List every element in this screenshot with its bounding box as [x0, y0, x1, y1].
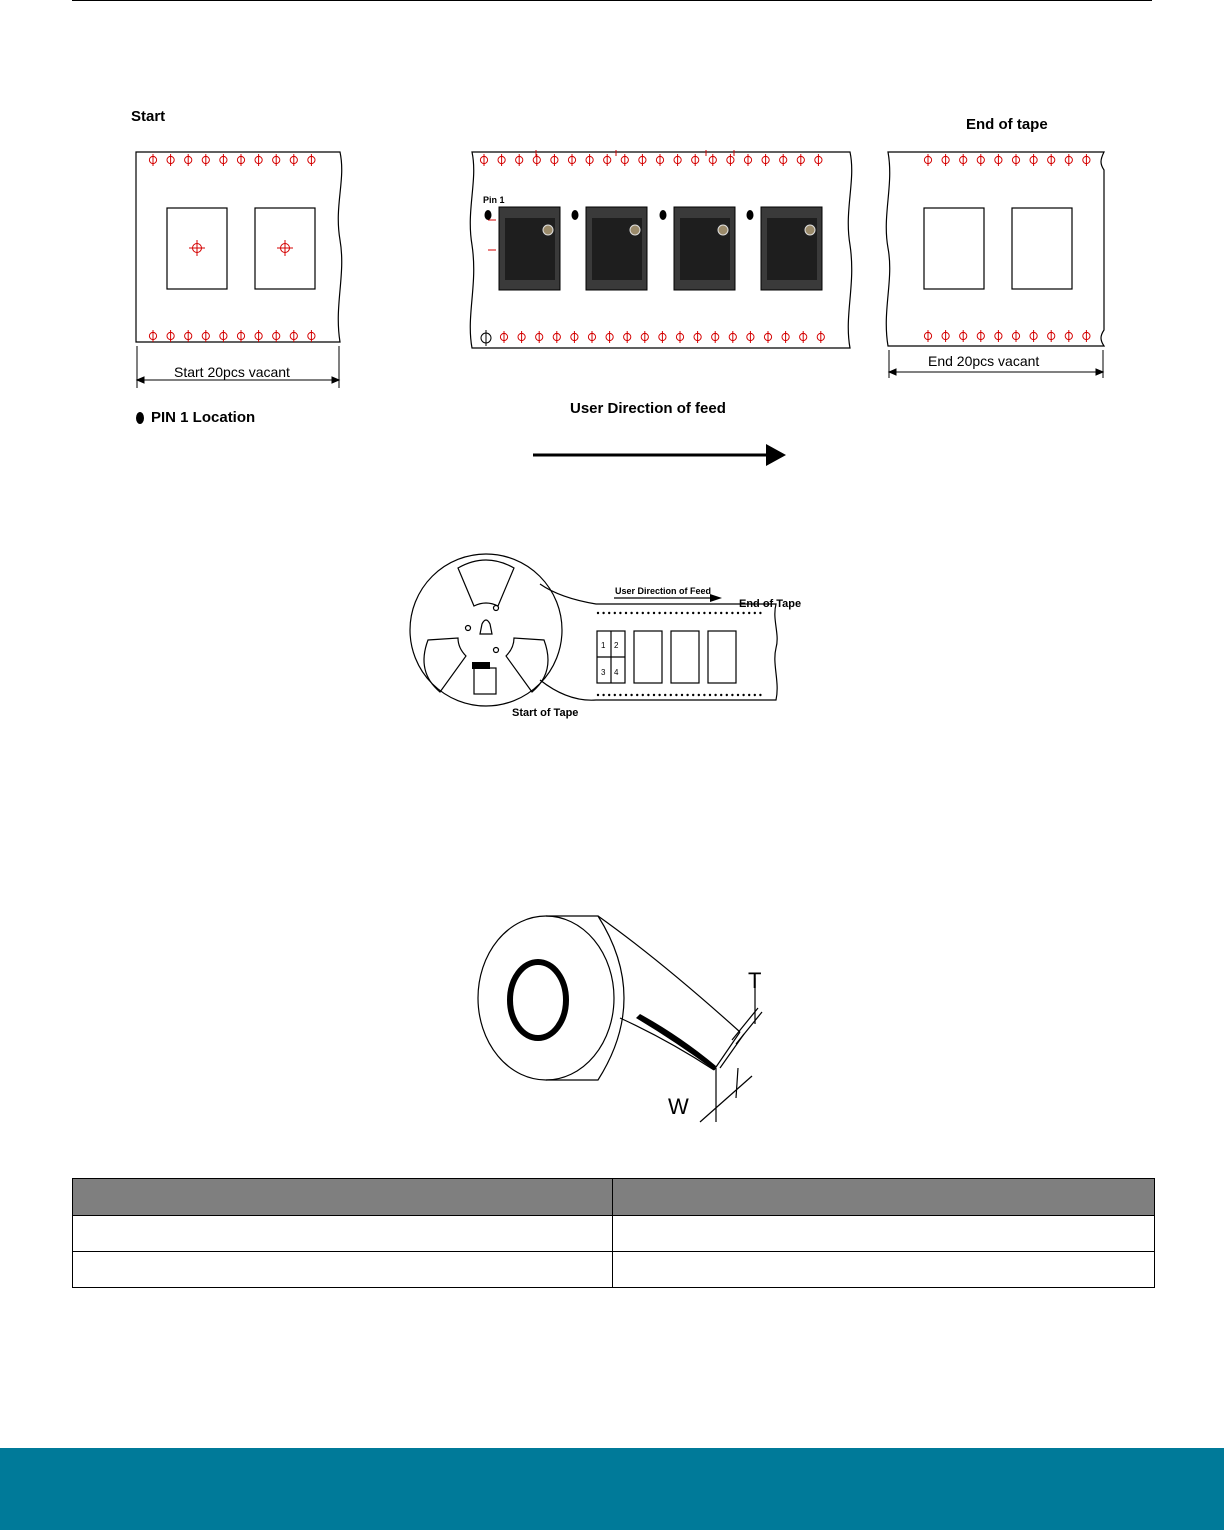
feed-direction-arrow [533, 444, 786, 466]
tape-strip-bottom [620, 1018, 714, 1070]
table-cell [73, 1252, 613, 1288]
table-cell [613, 1252, 1155, 1288]
reel-label-patch [474, 668, 496, 694]
tape-strip-top [598, 916, 740, 1032]
start-label: Start [131, 108, 166, 125]
start-vacant-label: Start 20pcs vacant [174, 364, 290, 380]
pin1-tape-marker [481, 330, 491, 346]
reel-outer [410, 554, 562, 706]
cell-number-2: 2 [614, 641, 619, 650]
reel-drawing [0, 540, 1224, 730]
start-tape-section [136, 152, 342, 342]
reel-end-label: End of Tape [739, 598, 802, 610]
pin1-location-label: PIN 1 Location [151, 409, 256, 426]
reel-feed-label: User Direction of Feed [615, 586, 712, 596]
tape-roll-figure [0, 900, 1224, 1140]
table-header-cell [613, 1179, 1155, 1216]
end-sprocket-holes [924, 154, 1090, 342]
pin1-legend-dot [136, 412, 144, 424]
cell-number-1: 1 [601, 641, 606, 650]
tape-layout-figure [0, 0, 1224, 480]
end-vacant-label: End 20pcs vacant [928, 353, 1040, 369]
table-row [73, 1216, 1155, 1252]
reel-start-label: Start of Tape [512, 707, 579, 719]
reel-window-right [506, 638, 548, 692]
reel-window-left [424, 638, 466, 692]
roll-core [510, 962, 566, 1038]
tape-strip-edge [636, 1014, 716, 1070]
tape-roll-drawing [0, 900, 1224, 1140]
footer-bar [0, 1448, 1224, 1530]
t-label: T [748, 968, 762, 993]
table-header-row [73, 1179, 1155, 1216]
w-dim-line-right [736, 1068, 738, 1098]
table-cell [613, 1216, 1155, 1252]
module-components [485, 207, 823, 290]
roll-side [546, 916, 624, 1080]
reel-figure [0, 540, 1224, 730]
table-cell [73, 1216, 613, 1252]
end-of-tape-label: End of tape [966, 116, 1048, 133]
table-header-cell [73, 1179, 613, 1216]
tape-spec-table [72, 1178, 1155, 1288]
cell-number-4: 4 [614, 668, 619, 677]
reel-hub [480, 620, 492, 634]
reel-window-top [458, 560, 514, 606]
pin1-tape-label: Pin 1 [483, 195, 505, 205]
feed-direction-label: User Direction of feed [570, 400, 726, 417]
table-row [73, 1252, 1155, 1288]
end-tape-section [886, 152, 1104, 346]
start-pocket-centers [189, 240, 293, 256]
cell-number-3: 3 [601, 668, 606, 677]
roll-face [478, 916, 614, 1080]
w-label: W [668, 1094, 689, 1119]
